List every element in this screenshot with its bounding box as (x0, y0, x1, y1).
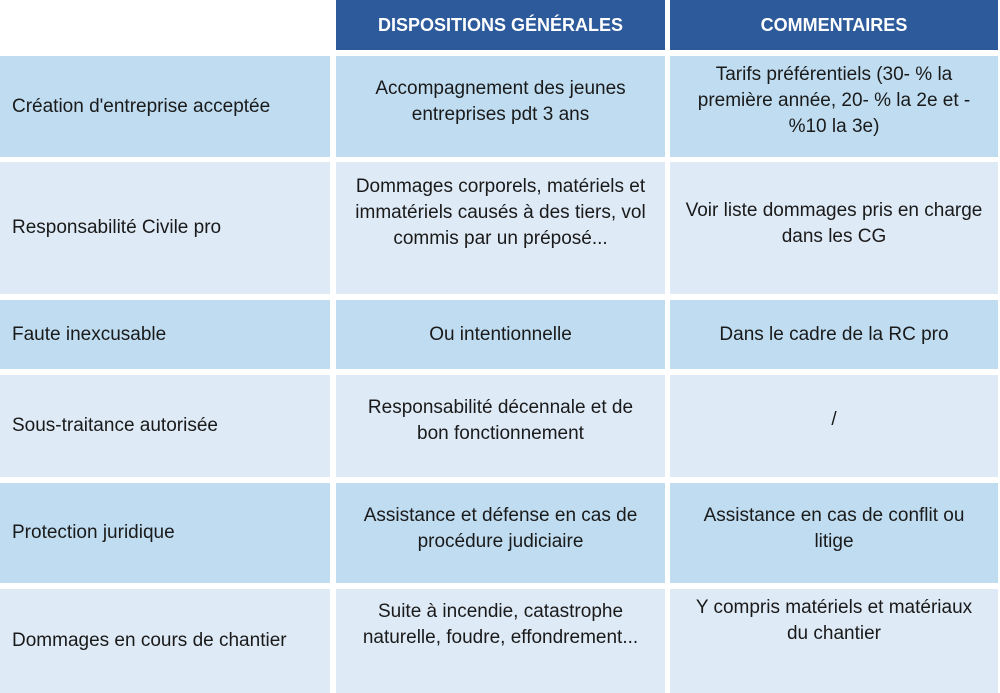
header-commentaires: COMMENTAIRES (670, 0, 998, 50)
row-label-sous-traitance: Sous-traitance autorisée (0, 375, 330, 477)
row-label-rc-pro: Responsabilité Civile pro (0, 162, 330, 294)
row-dispositions-creation-entreprise: Accompagnement des jeunes entreprises pdt 3 ans (336, 56, 665, 157)
row-dispositions-dommages-chantier: Suite à incendie, catastrophe naturelle, foudre, effondrement... (336, 589, 665, 693)
row-label-faute-inexcusable: Faute inexcusable (0, 300, 330, 369)
row-commentaires-dommages-chantier: Y compris matériels et matériaux du chantier (670, 589, 998, 693)
row-commentaires-rc-pro: Voir liste dommages pris en charge dans les CG (670, 162, 998, 294)
row-dispositions-rc-pro: Dommages corporels, matériels et immatériels causés à des tiers, vol commis par un préposé... (336, 162, 665, 294)
row-label-dommages-chantier: Dommages en cours de chantier (0, 589, 330, 693)
row-commentaires-sous-traitance: / (670, 375, 998, 477)
row-label-creation-entreprise: Création d'entreprise acceptée (0, 56, 330, 157)
row-commentaires-creation-entreprise: Tarifs préférentiels (30- % la première année, 20- % la 2e et -%10 la 3e) (670, 56, 998, 157)
row-dispositions-sous-traitance: Responsabilité décennale et de bon fonctionnement (336, 375, 665, 477)
header-dispositions-generales: DISPOSITIONS GÉNÉRALES (336, 0, 665, 50)
row-label-protection-juridique: Protection juridique (0, 483, 330, 583)
row-dispositions-protection-juridique: Assistance et défense en cas de procédure judiciaire (336, 483, 665, 583)
row-commentaires-faute-inexcusable: Dans le cadre de la RC pro (670, 300, 998, 369)
row-dispositions-faute-inexcusable: Ou intentionnelle (336, 300, 665, 369)
row-commentaires-protection-juridique: Assistance en cas de conflit ou litige (670, 483, 998, 583)
